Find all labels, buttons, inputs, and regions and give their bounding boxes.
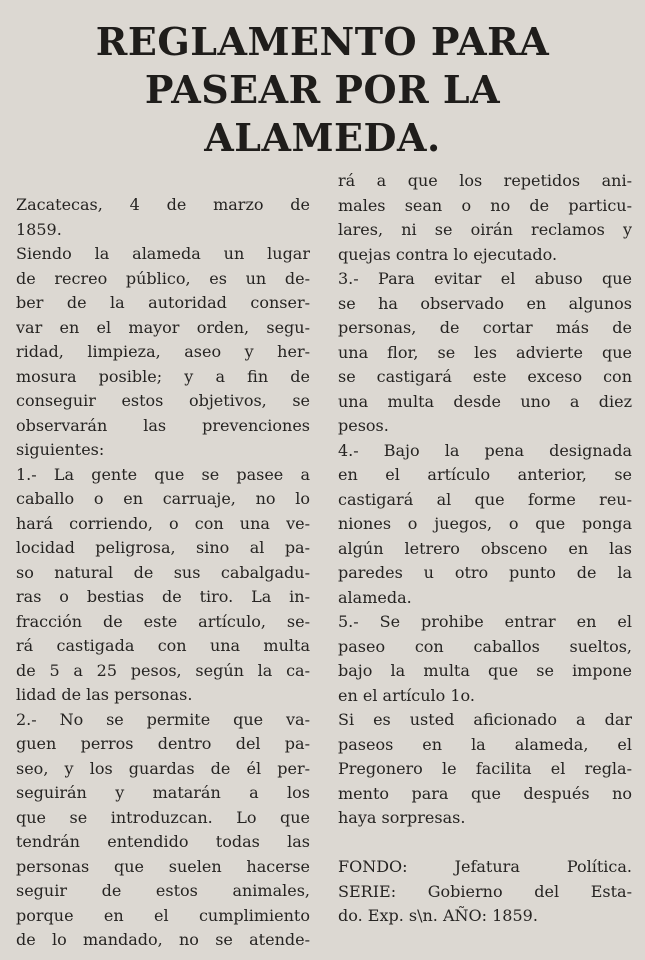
text-line: SERIE: Gobierno del Esta- xyxy=(338,881,632,901)
text-line: de recreo público, es un de- xyxy=(16,268,310,288)
title-line: ALAMEDA. xyxy=(204,115,441,160)
text-line: alameda. xyxy=(338,587,412,607)
text-line: caballo o en carruaje, no lo xyxy=(16,489,310,508)
text-line: observarán las prevenciones xyxy=(16,415,310,435)
text-line: lares, ni se oirán reclamos y xyxy=(338,220,632,239)
text-line: rá a que los repetidos ani- xyxy=(338,171,632,190)
text-line: paseos en la alameda, el xyxy=(338,734,632,754)
text-line: 1.- La gente que se pasee a xyxy=(16,464,310,484)
text-line: 5.- Se prohibe entrar en el xyxy=(338,612,632,631)
left-column xyxy=(16,193,310,953)
text-line: locidad peligrosa, sino al pa- xyxy=(16,538,310,557)
text-line: fracción de este artículo, se- xyxy=(16,611,310,631)
text-line: seo, y los guardas de él per- xyxy=(16,758,310,778)
text-line: mento para que después no xyxy=(338,783,632,803)
text-line: niones o juegos, o que ponga xyxy=(338,514,632,533)
text-line: siguientes: xyxy=(16,440,105,459)
text-line: en el artículo 1o. xyxy=(338,685,475,705)
text-line: 3.- Para evitar el abuso que xyxy=(338,269,632,288)
text-line: Pregonero le facilita el regla- xyxy=(338,759,632,778)
text-line: que se introduzcan. Lo que xyxy=(16,807,310,827)
text-line: 2.- No se permite que va- xyxy=(16,709,310,729)
text-line: ber de la autoridad conser- xyxy=(16,293,310,312)
text-line: castigará al que forme reu- xyxy=(338,489,632,509)
title-line: REGLAMENTO PARA xyxy=(95,19,550,64)
text-line: personas, de cortar más de xyxy=(338,318,632,337)
text-line: seguir de estos animales, xyxy=(16,881,310,900)
text-line: var en el mayor orden, segu- xyxy=(16,317,310,337)
text-line: porque en el cumplimiento xyxy=(16,905,310,925)
text-line: paredes u otro punto de la xyxy=(338,563,632,582)
text-line: mosura posible; y a fin de xyxy=(16,366,310,386)
text-line: seguirán y matarán a los xyxy=(16,783,310,802)
text-line: rá castigada con una multa xyxy=(16,636,310,655)
text-line: Si es usted aficionado a dar xyxy=(338,710,632,729)
text-line: guen perros dentro del pa- xyxy=(16,734,310,753)
text-line: personas que suelen hacerse xyxy=(16,856,310,876)
text-line: lidad de las personas. xyxy=(16,685,193,704)
text-line: tendrán entendido todas las xyxy=(16,832,310,851)
text-line: bajo la multa que se impone xyxy=(338,661,632,680)
title-line: PASEAR POR LA xyxy=(144,67,501,112)
document-title xyxy=(0,18,645,162)
text-line: do. Exp. s\n. AÑO: 1859. xyxy=(338,906,538,925)
text-line: ridad, limpieza, aseo y her- xyxy=(16,342,310,361)
text-line: males sean o no de particu- xyxy=(338,195,632,215)
text-line: una flor, se les advierte que xyxy=(338,342,632,362)
text-line: algún letrero obsceno en las xyxy=(338,538,632,558)
text-line: paseo con caballos sueltos, xyxy=(338,636,632,656)
text-line: se castigará este exceso con xyxy=(338,367,632,386)
text-line: se ha observado en algunos xyxy=(338,293,632,313)
text-line: hará corriendo, o con una ve- xyxy=(16,513,310,533)
text-line: Siendo la alameda un lugar xyxy=(16,244,310,263)
text-line: 1859. xyxy=(16,219,62,239)
text-line: quejas contra lo ejecutado. xyxy=(338,244,558,264)
text-line: de lo mandado, no se atende- xyxy=(16,930,310,949)
text-line: haya sorpresas. xyxy=(338,808,466,827)
text-line: so natural de sus cabalgadu- xyxy=(16,562,310,582)
text-line: ras o bestias de tiro. La in- xyxy=(16,587,310,606)
text-line: una multa desde uno a diez xyxy=(338,391,632,411)
text-line: conseguir estos objetivos, se xyxy=(16,391,310,410)
text-line: FONDO: Jefatura Política. xyxy=(338,857,632,876)
text-line: de 5 a 25 pesos, según la ca- xyxy=(16,660,310,680)
text-line: en el artículo anterior, se xyxy=(338,465,632,484)
text-line: Zacatecas, 4 de marzo de xyxy=(16,195,310,214)
paragraph-gap xyxy=(338,831,632,856)
text-line: 4.- Bajo la pena designada xyxy=(338,440,632,460)
right-column xyxy=(338,169,632,929)
text-line: pesos. xyxy=(338,416,389,435)
